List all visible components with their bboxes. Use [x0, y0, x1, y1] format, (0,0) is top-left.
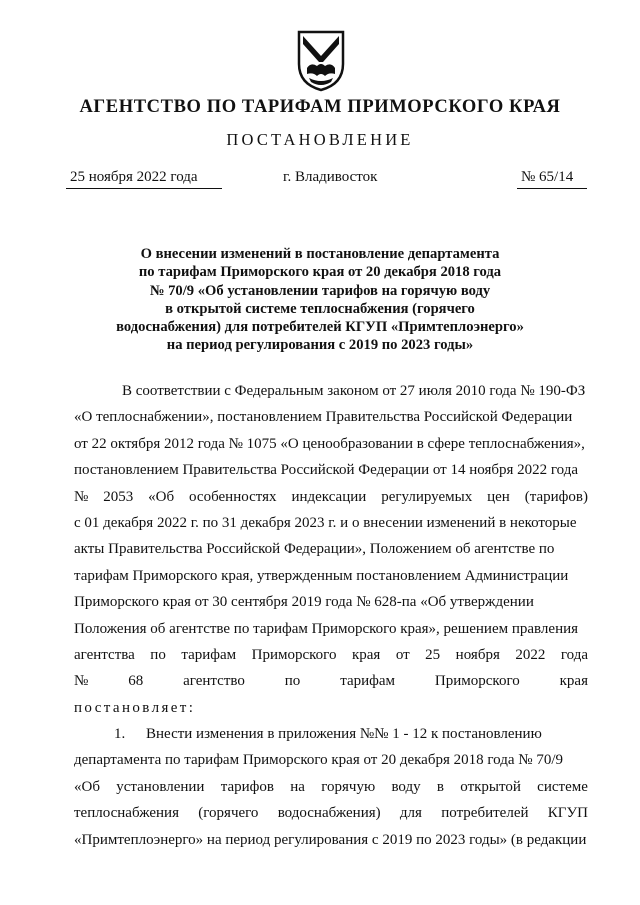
preamble-line: [74, 642, 588, 668]
word: для: [399, 805, 422, 822]
word: (тарифов): [524, 488, 588, 505]
document-type: ПОСТАНОВЛЕНИЕ: [226, 130, 414, 149]
word: года: [560, 646, 588, 663]
coat-of-arms-emblem: [295, 28, 347, 92]
item-text: Внести изменения в приложения №№ 1 - 12 к постановлению: [146, 726, 542, 743]
word: Приморского: [434, 673, 520, 690]
date-underline: [66, 188, 222, 189]
word: агентство: [183, 673, 245, 690]
word: №: [74, 673, 89, 690]
title-line: на период регулирования с 2019 по 2023 годы»: [166, 337, 474, 354]
word: от: [395, 646, 410, 663]
word: цен: [487, 488, 510, 505]
preamble-line: тарифам Приморского края, утвержденным постановлением Администрации: [74, 567, 569, 584]
preamble-line: [74, 484, 588, 510]
word: системе: [537, 778, 588, 795]
resolves-word: постановляет:: [74, 699, 196, 716]
document-date: 25 ноября 2022 года: [70, 169, 198, 185]
word: в: [436, 778, 444, 795]
word: (горячего: [198, 805, 259, 822]
preamble-line: Положения об агентстве по тарифам Приморского края», решением правления: [74, 620, 579, 637]
item-line: [74, 800, 588, 826]
word: тарифам: [340, 673, 395, 690]
word: 2053: [103, 488, 134, 505]
preamble-line: акты Правительства Российской Федерации», Положением об агентстве по: [74, 541, 555, 558]
word: Приморского: [251, 646, 337, 663]
word: особенностях: [189, 488, 277, 505]
item-number: 1.: [114, 726, 126, 743]
word: горячую: [321, 778, 376, 795]
number-underline: [517, 188, 587, 189]
word: на: [290, 778, 305, 795]
title-line: по тарифам Приморского края от 20 декабря 2018 года: [138, 264, 502, 281]
word: тарифов: [220, 778, 274, 795]
word: водоснабжения): [277, 805, 381, 822]
word: 25: [425, 646, 441, 663]
word: №: [74, 488, 89, 505]
word: тарифам: [181, 646, 237, 663]
word: 68: [128, 673, 144, 690]
item-line: «Примтеплоэнерго» на период регулирования с 2019 по 2023 годы» (в редакции: [74, 831, 587, 848]
word: по: [150, 646, 166, 663]
word: края: [559, 673, 588, 690]
word: «Об: [148, 488, 175, 505]
word: 2022: [515, 646, 546, 663]
preamble-line: с 01 декабря 2022 г. по 31 декабря 2023 г. и о внесении изменений в некоторые: [74, 514, 577, 531]
preamble-line: В соответствии с Федеральным законом от 27 июля 2010 года № 190-ФЗ: [122, 383, 586, 399]
preamble-line: [74, 668, 588, 694]
word: воду: [391, 778, 421, 795]
document-number: № 65/14: [521, 169, 574, 185]
item-line: департамента по тарифам Приморского края от 20 декабря 2018 года № 70/9: [74, 752, 563, 769]
word: агентства: [74, 646, 135, 663]
preamble-line: Приморского края от 30 сентября 2019 года № 628-па «Об утверждении: [74, 594, 534, 611]
word: ноября: [455, 646, 500, 663]
preamble-line: постановлением Правительства Российской Федерации от 14 ноября 2022 года: [74, 462, 579, 479]
word: по: [284, 673, 301, 690]
title-line: № 70/9 «Об установлении тарифов на горячую воду: [149, 282, 491, 299]
word: регулируемых: [381, 488, 473, 505]
word: потребителей: [441, 805, 529, 822]
title-line: О внесении изменений в постановление департамента: [140, 246, 500, 262]
document-title: [80, 245, 560, 355]
preamble-line: от 22 октября 2012 года № 1075 «О ценообразовании в сфере теплоснабжения»,: [74, 435, 585, 452]
title-line: в открытой системе теплоснабжения (горячего: [165, 300, 475, 317]
title-line: водоснабжения) для потребителей КГУП «Примтеплоэнерго»: [116, 319, 524, 336]
preamble-line: «О теплоснабжении», постановлением Правительства Российской Федерации: [74, 409, 573, 426]
word: индексации: [291, 488, 367, 505]
item-line: [74, 774, 588, 800]
word: края: [351, 646, 381, 663]
item-1-first-line: [74, 721, 588, 747]
word: открытой: [460, 778, 521, 795]
word: «Об: [74, 778, 100, 795]
document-body: [74, 378, 588, 853]
agency-name: АГЕНТСТВО ПО ТАРИФАМ ПРИМОРСКОГО КРАЯ: [79, 97, 561, 117]
word: установлении: [116, 778, 205, 795]
word: КГУП: [547, 805, 588, 822]
document-city: г. Владивосток: [283, 169, 378, 185]
word: теплоснабжения: [74, 805, 179, 822]
